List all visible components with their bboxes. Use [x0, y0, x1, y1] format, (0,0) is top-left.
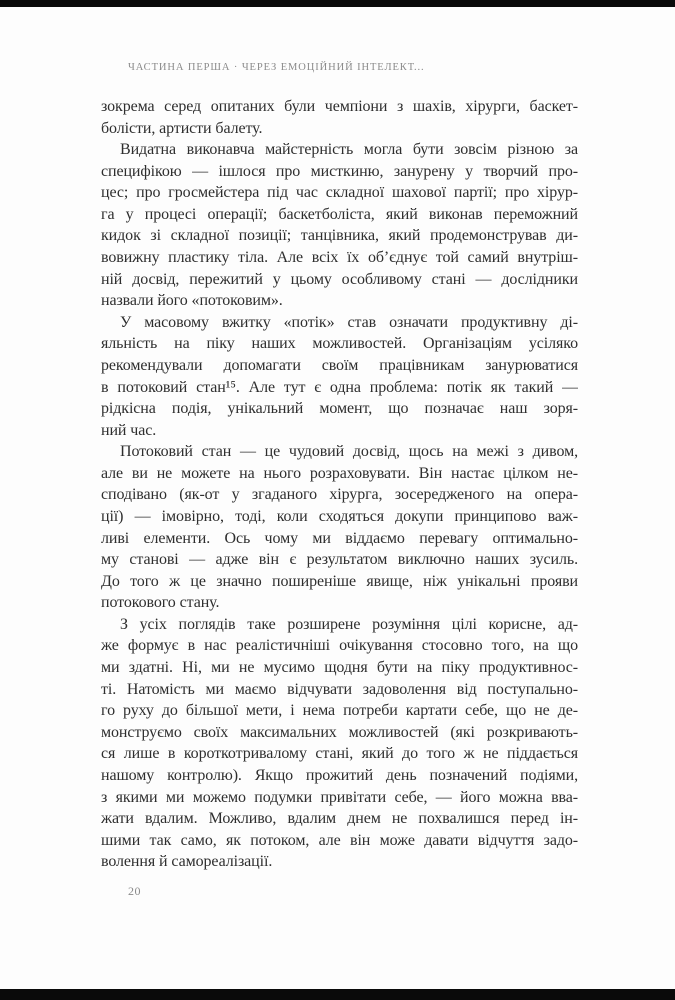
text-line: га у процесі операції; баскетболіста, який виконав переможний [101, 205, 578, 223]
text-line: До того ж це значно поширеніше явище, ніж унікальні прояви [101, 572, 578, 590]
text-line: рекомендували допомагати своїм працівникам занурюватися [101, 356, 578, 374]
text-column [101, 96, 578, 873]
text-line: цес; про гросмейстера під час складної шахової партії; про хірур- [101, 184, 578, 202]
text-line: му станові — адже він є результатом виключно наших зусиль. [101, 551, 578, 569]
text-line: кидок зі складної позиції; танцівника, який продемонстрував ди- [101, 227, 578, 245]
text-line: ся лише в короткотривалому стані, який до того ж не піддається [101, 745, 578, 763]
text-line: але ви не можете на нього розраховувати. Він настає цілком не- [101, 464, 578, 482]
text-line: болісти, артисти балету. [101, 119, 263, 137]
text-line: яльність на піку наших можливостей. Організаціям усіляко [101, 335, 578, 353]
text-line: же формує в нас реалістичніші очікування стосовно того, на що [101, 637, 578, 655]
text-line: ний час. [101, 421, 157, 439]
text-line: назвали його «потоковим». [101, 292, 283, 310]
text-line: зокрема серед опитаних були чемпіони з шахів, хірурги, баскет- [101, 98, 578, 115]
text-line: го руху до більшої мети, і нема потреби картати себе, що не де- [101, 702, 578, 720]
text-line: з якими ми можемо подумки привітати себе, — його можна вва- [101, 788, 578, 806]
text-line: в потоковий стан¹⁵. Але тут є одна проблема: потік як такий — [101, 378, 578, 396]
running-header: ЧАСТИНА ПЕРША · ЧЕРЕЗ ЕМОЦІЙНИЙ ІНТЕЛЕКТ... [128, 62, 425, 73]
text-line: волення й самореалізації. [101, 853, 273, 871]
screen-bottom-letterbox [0, 989, 675, 1000]
text-line: рідкісна подія, унікальний момент, що позначає наш зоря- [101, 400, 578, 418]
text-line: жати вдалим. Можливо, вдалим днем не похвалишся перед ін- [101, 810, 578, 828]
text-line: ній досвід, пережитий у цьому особливому стані — дослідники [101, 270, 578, 288]
page-number: 20 [128, 884, 141, 898]
text-line: вовижну пластику тіла. Але всіх їх об’єднує той самий внутріш- [101, 249, 578, 267]
text-line: нашому контролю). Якщо прожитий день позначений подіями, [101, 766, 578, 784]
text-line: специфікою — ішлося про мисткиню, занурену у творчий про- [101, 162, 578, 180]
text-line: ливі елементи. Ось чому ми віддаємо перевагу оптимально- [101, 529, 578, 547]
text-line: монструємо своїх максимальних можливостей (які розкривають- [101, 723, 578, 741]
screen-top-letterbox [0, 0, 675, 7]
text-line: сподівано (як-от у згаданого хірурга, зосередженого на опера- [101, 486, 578, 504]
text-line: ми здатні. Ні, ми не мусимо щодня бути на піку продуктивнос- [101, 659, 578, 677]
text-line: З усіх поглядів таке розширене розуміння цілі корисне, ад- [120, 615, 578, 633]
text-line: Потоковий стан — це чудовий досвід, щось на межі з дивом, [120, 443, 578, 461]
text-line: У масовому вжитку «потік» став означати продуктивну ді- [120, 313, 578, 331]
text-line: шими так само, як потоком, але він може давати відчуття задо- [101, 831, 578, 849]
text-line: потокового стану. [101, 594, 220, 612]
text-line: ції) — імовірно, тоді, коли сходяться докупи принципово важ- [101, 507, 578, 525]
text-line: Видатна виконавча майстерність могла бути зовсім різною за [120, 141, 578, 159]
text-line: ті. Натомість ми маємо відчувати задоволення від поступально- [101, 680, 578, 698]
